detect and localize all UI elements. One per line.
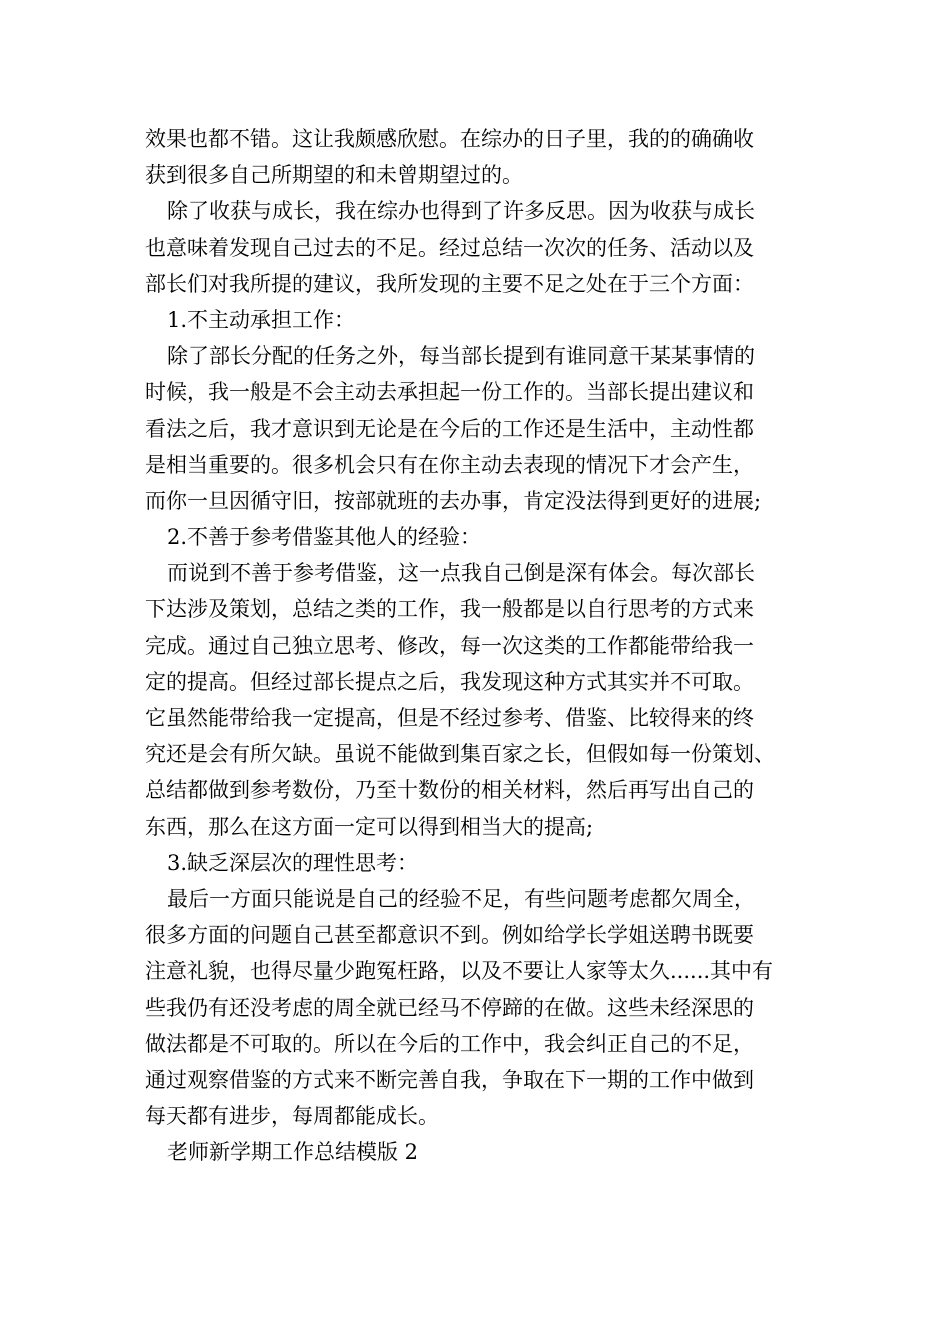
text-line: 总结都做到参考数份，乃至十数份的相关材料，然后再写出自己的 bbox=[145, 778, 754, 803]
text-line: 是相当重要的。很多机会只有在你主动去表现的情况下才会产生， bbox=[145, 452, 754, 477]
text-line: 下达涉及策划，总结之类的工作，我一般都是以自行思考的方式来 bbox=[145, 597, 754, 622]
text-line: 每天都有进步，每周都能成长。 bbox=[145, 1104, 439, 1129]
document-body bbox=[145, 121, 815, 1170]
text-line: 效果也都不错。这让我颇感欣慰。在综办的日子里，我的的确确收 bbox=[145, 127, 754, 151]
text-line: 完成。通过自己独立思考、修改，每一次这类的工作都能带给我一 bbox=[145, 633, 754, 658]
text-line: 而说到不善于参考借鉴，这一点我自己倒是深有体会。每次部长 bbox=[167, 561, 755, 586]
document-title-heading: 老师新学期工作总结模版 2 bbox=[167, 1140, 419, 1165]
text-line: 获到很多自己所期望的和未曾期望过的。 bbox=[145, 163, 523, 188]
text-line: 看法之后，我才意识到无论是在今后的工作还是生活中，主动性都 bbox=[145, 416, 754, 441]
text-line: 究还是会有所欠缺。虽说不能做到集百家之长，但假如每一份策划、 bbox=[145, 742, 775, 767]
text-line: 最后一方面只能说是自己的经验不足，有些问题考虑都欠周全， bbox=[167, 886, 755, 911]
text-line: 注意礼貌，也得尽量少跑冤枉路，以及不要让人家等太久......其中有 bbox=[145, 959, 774, 984]
text-line: 部长们对我所提的建议，我所发现的主要不足之处在于三个方面： bbox=[145, 271, 754, 296]
text-line: 它虽然能带给我一定提高，但是不经过参考、借鉴、比较得来的终 bbox=[145, 706, 754, 730]
text-line: 时候，我一般是不会主动去承担起一份工作的。当部长提出建议和 bbox=[145, 380, 754, 405]
text-line: 些我仍有还没考虑的周全就已经马不停蹄的在做。这些未经深思的 bbox=[145, 995, 754, 1020]
section-heading: 2.不善于参考借鉴其他人的经验： bbox=[167, 525, 482, 550]
text-line: 除了部长分配的任务之外，每当部长提到有谁同意干某某事情的 bbox=[167, 344, 755, 369]
text-line: 除了收获与成长，我在综办也得到了许多反思。因为收获与成长 bbox=[167, 199, 755, 224]
text-line: 通过观察借鉴的方式来不断完善自我，争取在下一期的工作中做到 bbox=[145, 1067, 754, 1092]
text-line: 定的提高。但经过部长提点之后，我发现这种方式其实并不可取。 bbox=[145, 669, 754, 694]
text-line: 东西，那么在这方面一定可以得到相当大的提高; bbox=[145, 814, 594, 839]
text-line: 而你一旦因循守旧，按部就班的去办事，肯定没法得到更好的进展; bbox=[145, 488, 762, 513]
section-heading: 3.缺乏深层次的理性思考： bbox=[167, 850, 419, 875]
text-line: 很多方面的问题自己甚至都意识不到。例如给学长学姐送聘书既要 bbox=[145, 923, 754, 948]
text-line: 做法都是不可取的。所以在今后的工作中，我会纠正自己的不足， bbox=[145, 1031, 754, 1056]
text-line: 也意味着发现自己过去的不足。经过总结一次次的任务、活动以及 bbox=[145, 235, 754, 260]
section-heading: 1.不主动承担工作： bbox=[167, 307, 356, 332]
